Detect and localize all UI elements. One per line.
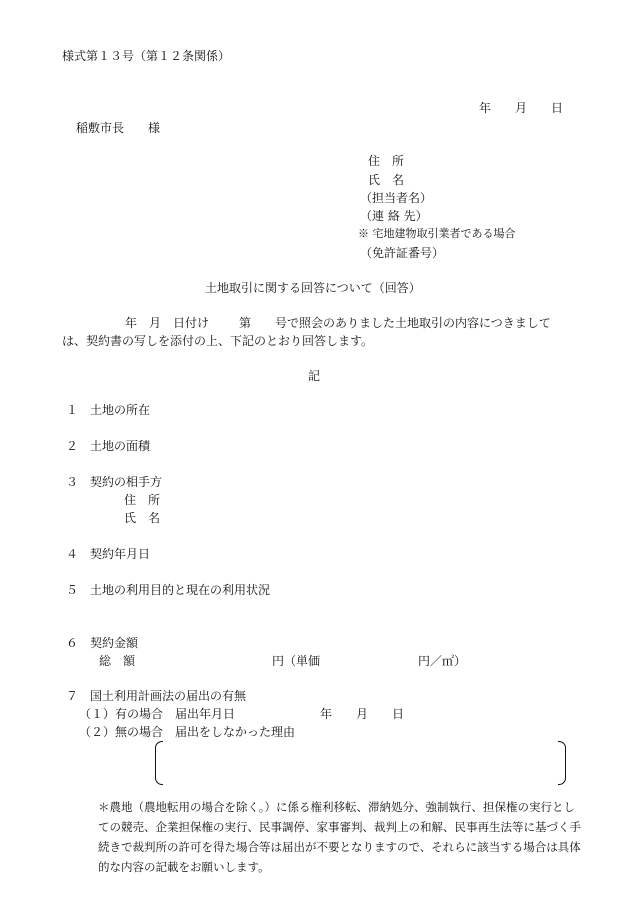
item6-yen-unitprice: 円（単価	[272, 654, 321, 668]
form-number: 様式第１３号（第１２条関係）	[62, 49, 231, 63]
body-line1-number: 第 号で照会のありました土地取引の内容につきまして	[239, 316, 551, 330]
item6-total-label: 総 額	[99, 654, 136, 668]
sender-address-label: 住 所	[368, 154, 405, 168]
sender-license-label: （免許証番号）	[360, 246, 445, 260]
item3-name-label: 氏 名	[124, 511, 161, 525]
reason-bracket-left	[155, 741, 163, 785]
sender-name-label: 氏 名	[368, 173, 405, 187]
item7-notification: ７ 国土利用計画法の届出の有無	[66, 689, 247, 703]
item4-contract-date: ４ 契約年月日	[66, 547, 151, 561]
reason-bracket-right	[558, 741, 566, 785]
footnote-line: 的な内容の記載をお願いします。	[98, 860, 270, 874]
date-line: 年 月 日	[479, 101, 564, 115]
item7-case-yes: （１）有の場合 届出年月日	[79, 707, 236, 721]
item3-counterparty: ３ 契約の相手方	[66, 475, 163, 489]
body-line2: は、契約書の写しを添付の上、下記のとおり回答します。	[62, 334, 374, 348]
sender-realestate-note: ※ 宅地建物取引業者である場合	[358, 227, 516, 240]
item7-case-yes-date: 年 月 日	[320, 707, 405, 721]
footnote-line: ての競売、企業担保権の実行、民事調停、家事審判、裁判上の和解、民事再生法等に基づく手	[98, 820, 581, 834]
item6-contract-amount: ６ 契約金額	[66, 636, 139, 650]
ki-heading: 記	[308, 369, 321, 383]
item2-area: ２ 土地の面積	[66, 439, 151, 453]
sender-contact-label: （連 絡 先）	[360, 209, 428, 223]
item7-case-no: （２）無の場合 届出をしなかった理由	[79, 725, 296, 739]
sender-person-label: （担当者名）	[360, 191, 433, 205]
item3-address-label: 住 所	[124, 493, 161, 507]
document-title: 土地取引に関する回答について（回答）	[205, 281, 421, 295]
footnote-line: ＊農地（農地転用の場合を除く。）に係る権利移転、滞納処分、強制執行、担保権の実行とし	[98, 800, 576, 814]
item5-usage: ５ 土地の利用目的と現在の利用状況	[66, 583, 271, 597]
addressee: 稲敷市長 様	[76, 121, 161, 135]
item6-unit-label: 円／㎡）	[418, 654, 467, 668]
footnote	[98, 797, 581, 877]
footnote-line: 続きで裁判所の許可を得た場合等は届出が不要となりますので、それらに該当する場合は具体	[98, 840, 581, 854]
body-line1-date: 年 月 日付け	[125, 316, 210, 330]
item1-location: １ 土地の所在	[66, 403, 151, 417]
